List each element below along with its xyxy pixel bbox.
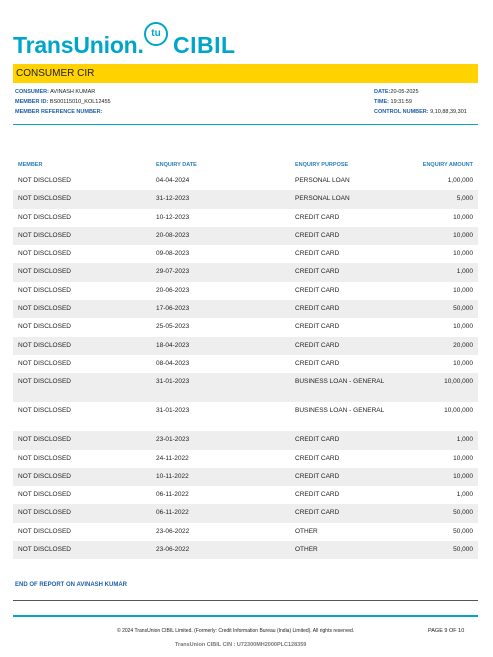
table-header [13, 161, 478, 171]
date-cell: 20-08-2023 [156, 231, 190, 239]
table-row [13, 337, 478, 355]
cin-text: TransUnion CIBIL CIN : U72300MH2000PLC128359 [175, 642, 307, 648]
report-banner [13, 64, 478, 83]
date-cell: 20-06-2023 [156, 286, 190, 294]
amount-cell: 10,000 [453, 359, 473, 367]
amount-cell: 50,000 [453, 527, 473, 535]
consumer-line: CONSUMER: AVINASH KUMAR [15, 89, 96, 95]
purpose-cell: BUSINESS LOAN - GENERAL [295, 407, 385, 415]
member-reference-line: MEMBER REFERENCE NUMBER: [15, 109, 103, 115]
date-cell: 25-05-2023 [156, 323, 190, 331]
amount-cell: 1,00,000 [447, 177, 473, 184]
amount-cell: 10,000 [453, 323, 473, 331]
table-row [13, 318, 478, 336]
date-cell: 23-06-2022 [156, 527, 190, 535]
member-cell: NOT DISCLOSED [18, 305, 71, 313]
table-row [13, 450, 478, 468]
amount-cell: 10,000 [453, 454, 473, 462]
table-row [13, 355, 478, 373]
amount-cell: 50,000 [453, 546, 473, 554]
purpose-cell: CREDIT CARD [295, 454, 340, 462]
member-cell: NOT DISCLOSED [18, 359, 71, 367]
amount-cell: 1,000 [456, 491, 473, 499]
member-cell: NOT DISCLOSED [18, 436, 71, 444]
date-cell: 31-01-2023 [156, 407, 190, 415]
purpose-cell: PERSONAL LOAN [295, 195, 350, 203]
purpose-cell: OTHER [295, 546, 318, 554]
date-cell: 23-01-2023 [156, 436, 190, 444]
date-line: DATE:20-05-2025 [374, 89, 419, 95]
date-cell: 08-04-2023 [156, 359, 190, 367]
end-of-report: END OF REPORT ON AVINASH KUMAR [15, 582, 128, 588]
table-row [13, 227, 478, 245]
date-cell: 04-04-2024 [156, 177, 190, 184]
member-cell: NOT DISCLOSED [18, 509, 71, 517]
member-cell: NOT DISCLOSED [18, 378, 71, 386]
amount-cell: 10,000 [453, 250, 473, 258]
date-cell: 06-11-2022 [156, 491, 189, 499]
amount-cell: 50,000 [453, 305, 473, 313]
purpose-cell: PERSONAL LOAN [295, 177, 350, 184]
table-row [13, 523, 478, 541]
member-cell: NOT DISCLOSED [18, 268, 71, 276]
table-row [13, 504, 478, 522]
purpose-cell: CREDIT CARD [295, 472, 340, 480]
purpose-cell: CREDIT CARD [295, 359, 340, 367]
time-line: TIME: 19:31:59 [374, 99, 412, 105]
amount-cell: 10,000 [453, 286, 473, 294]
amount-cell: 10,000 [453, 231, 473, 239]
member-cell: NOT DISCLOSED [18, 454, 71, 462]
purpose-cell: CREDIT CARD [295, 231, 340, 239]
table-row [13, 282, 478, 300]
member-cell: NOT DISCLOSED [18, 527, 71, 535]
logo-wordmark: TransUnion. [13, 32, 144, 58]
member-cell: NOT DISCLOSED [18, 491, 71, 499]
table-row [13, 486, 478, 504]
amount-cell: 5,000 [456, 195, 473, 203]
amount-cell: 1,000 [456, 268, 473, 276]
footer-divider [13, 615, 478, 617]
purpose-cell: OTHER [295, 527, 318, 535]
table-row [13, 245, 478, 263]
enquiry-table [13, 172, 478, 559]
date-cell: 31-12-2023 [156, 195, 190, 203]
amount-cell: 10,000 [453, 472, 473, 480]
purpose-cell: CREDIT CARD [295, 323, 340, 331]
member-cell: NOT DISCLOSED [18, 195, 71, 203]
amount-cell: 10,00,000 [444, 378, 473, 386]
purpose-cell: CREDIT CARD [295, 250, 340, 258]
date-cell: 29-07-2023 [156, 268, 190, 276]
purpose-cell: CREDIT CARD [295, 491, 340, 499]
member-cell: NOT DISCLOSED [18, 407, 71, 415]
purpose-cell: CREDIT CARD [295, 341, 340, 349]
member-cell: NOT DISCLOSED [18, 323, 71, 331]
purpose-cell: BUSINESS LOAN - GENERAL [295, 378, 385, 386]
amount-cell: 10,000 [453, 213, 473, 221]
member-id-line: MEMBER ID: BS00115010_KOL12455 [15, 99, 111, 105]
amount-cell: 1,000 [456, 436, 473, 444]
table-row [13, 402, 478, 431]
copyright-text: © 2024 TransUnion CIBIL Limited. (Formerly: Credit Information Bureau (India) Limited). All rights reserved. [117, 628, 355, 634]
table-row [13, 541, 478, 559]
table-row [13, 468, 478, 486]
date-cell: 18-04-2023 [156, 341, 190, 349]
purpose-cell: CREDIT CARD [295, 213, 340, 221]
col-enquiry-purpose: ENQUIRY PURPOSE [295, 162, 349, 168]
purpose-cell: CREDIT CARD [295, 268, 340, 276]
amount-cell: 50,000 [453, 509, 473, 517]
purpose-cell: CREDIT CARD [295, 305, 340, 313]
purpose-cell: CREDIT CARD [295, 436, 340, 444]
tu-circle-icon: tu [144, 22, 168, 46]
col-member: MEMBER [18, 162, 43, 168]
member-cell: NOT DISCLOSED [18, 341, 71, 349]
table-row [13, 263, 478, 281]
col-enquiry-amount: ENQUIRY AMOUNT [422, 162, 473, 168]
control-number-line: CONTROL NUMBER: 9,10,88,39,301 [374, 109, 467, 115]
date-cell: 06-11-2022 [156, 509, 189, 517]
table-row [13, 190, 478, 208]
table-row [13, 172, 478, 190]
member-cell: NOT DISCLOSED [18, 177, 71, 184]
date-cell: 23-06-2022 [156, 546, 190, 554]
date-cell: 31-01-2023 [156, 378, 190, 386]
purpose-cell: CREDIT CARD [295, 286, 340, 294]
date-cell: 24-11-2022 [156, 454, 189, 462]
table-row [13, 373, 478, 402]
transunion-cibil-logo [13, 18, 273, 58]
table-row [13, 300, 478, 318]
logo-cibil: CIBIL [173, 32, 236, 58]
table-row [13, 431, 478, 449]
purpose-cell: CREDIT CARD [295, 509, 340, 517]
member-cell: NOT DISCLOSED [18, 472, 71, 480]
page-number: PAGE 9 OF 10 [428, 628, 465, 634]
member-cell: NOT DISCLOSED [18, 286, 71, 294]
member-cell: NOT DISCLOSED [18, 546, 71, 554]
member-cell: NOT DISCLOSED [18, 213, 71, 221]
end-divider [13, 600, 478, 601]
member-cell: NOT DISCLOSED [18, 231, 71, 239]
amount-cell: 10,00,000 [444, 407, 473, 415]
member-cell: NOT DISCLOSED [18, 250, 71, 258]
report-title: CONSUMER CIR [16, 68, 95, 79]
header-divider [13, 124, 478, 125]
date-cell: 09-08-2023 [156, 250, 190, 258]
date-cell: 10-12-2023 [156, 213, 190, 221]
table-row [13, 209, 478, 227]
amount-cell: 20,000 [453, 341, 473, 349]
date-cell: 10-11-2022 [156, 472, 189, 480]
date-cell: 17-06-2023 [156, 305, 190, 313]
col-enquiry-date: ENQUIRY DATE [156, 162, 197, 168]
